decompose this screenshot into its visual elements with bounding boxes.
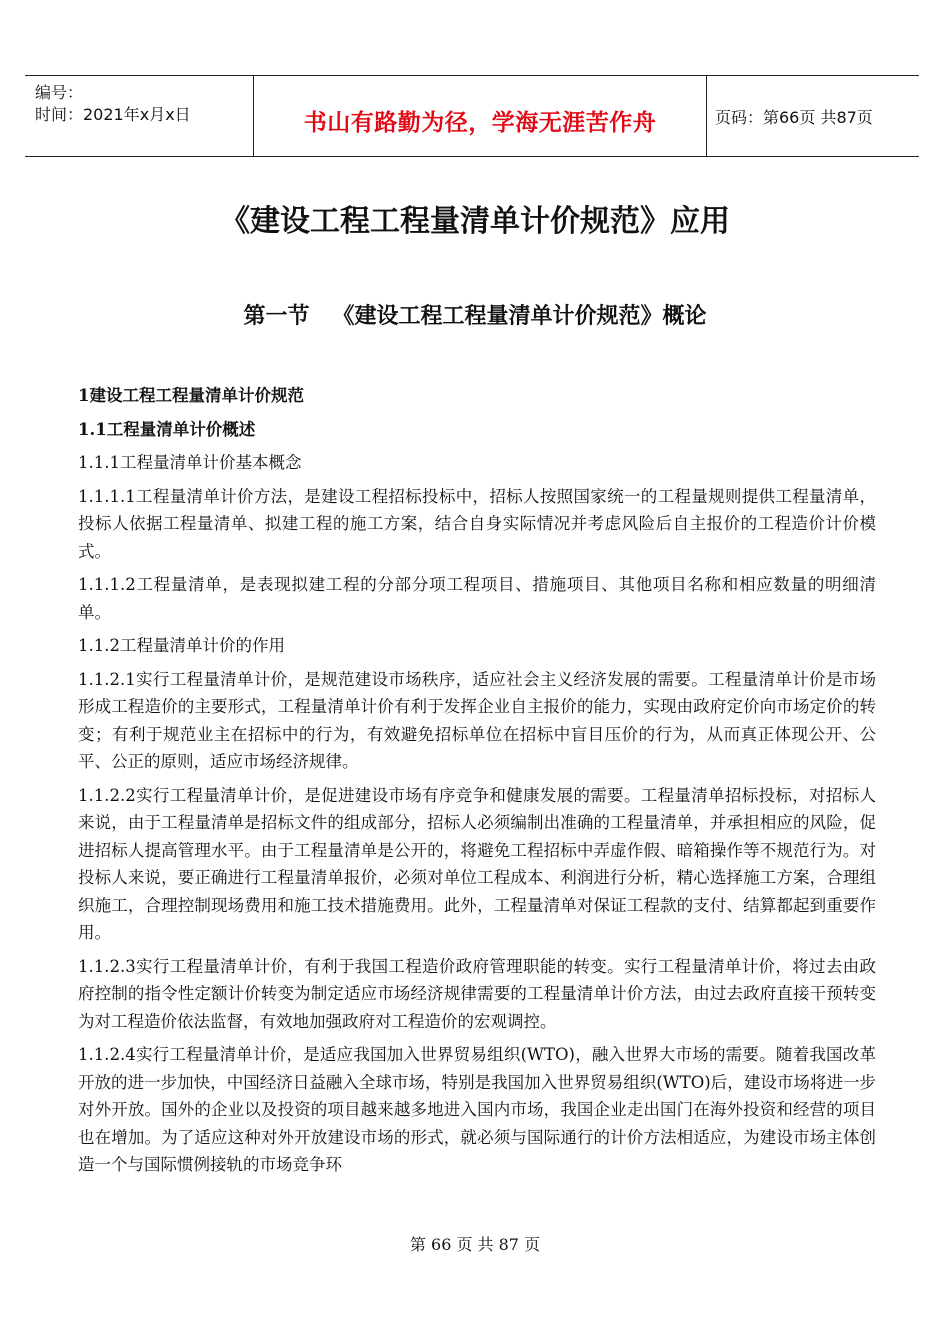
- page-footer: 第 66 页 共 87 页: [409, 1235, 541, 1254]
- paragraph: 1.1.2工程量清单计价的作用: [78, 636, 285, 655]
- document-header: [25, 75, 919, 157]
- section-subtitle: 第一节 《建设工程工程量清单计价规范》概论: [243, 304, 707, 329]
- paragraph: 1.1工程量清单计价概述: [78, 419, 256, 439]
- header-left-cell: [25, 76, 253, 156]
- document-body: [78, 382, 876, 1185]
- paragraph: 1.1.2.1实行工程量清单计价，是规范建设市场秩序，适应社会主义经济发展的需要。工程量清单计价是市场形成工程造价的主要形式，工程量清单计价有利于发挥企业自主报价的能力，实现由政府定价向市场定价的转变；有利于规范业主在招标中的行为，有效避免招标单位在招标中盲目压价的行为，从而真正体现公开、公平、公正的原则，适应市场经济规律。: [78, 669, 876, 771]
- paragraph: 1.1.2.2实行工程量清单计价，是促进建设市场有序竞争和健康发展的需要。工程量清单招标投标，对招标人来说，由于工程量清单是招标文件的组成部分，招标人必须编制出准确的工程量清单，并承担相应的风险，促进招标人提高管理水平。由于工程量清单是公开的，将避免工程招标中弄虚作假、暗箱操作等不规范行为。对投标人来说，要正确进行工程量清单报价，必须对单位工程成本、利润进行分析，精心选择施工方案，合理组织施工，合理控制现场费用和施工技术措施费用。此外，工程量清单对保证工程款的支付、结算都起到重要作用。: [78, 785, 876, 942]
- page-label: 页码：第66页 共87页: [715, 108, 873, 127]
- paragraph: 1.1.2.4实行工程量清单计价，是适应我国加入世界贸易组织(WTO)，融入世界大市场的需要。随着我国改革开放的进一步加快，中国经济日益融入全球市场，特别是我国加入世界贸易组织(WTO)后，建设市场将进一步对外开放。国外的企业以及投资的项目越来越多地进入国内市场，我国企业走出国门在海外投资和经营的项目也在增加。为了适应这种对外开放建设市场的形式，就必须与国际通行的计价方法相适应，为建设市场主体创造一个与国际惯例接轨的市场竞争环: [78, 1045, 876, 1174]
- paragraph: 1.1.1.2工程量清单，是表现拟建工程的分部分项工程项目、措施项目、其他项目名称和相应数量的明细清单。: [78, 575, 876, 622]
- document-title: 《建设工程工程量清单计价规范》应用: [220, 204, 730, 239]
- header-right-cell: [705, 76, 919, 156]
- paragraph: 1.1.1工程量清单计价基本概念: [78, 453, 302, 472]
- number-label: 编号：: [35, 83, 84, 102]
- paragraph: 1建设工程工程量清单计价规范: [78, 386, 304, 405]
- paragraph: 1.1.1.1工程量清单计价方法，是建设工程招标投标中，招标人按照国家统一的工程量规则提供工程量清单，投标人依据工程量清单、拟建工程的施工方案，结合自身实际情况并考虑风险后自主报价的工程造价计价模式。: [78, 486, 876, 561]
- header-middle-cell: [253, 76, 707, 156]
- time-label: 时间：2021年x月x日: [35, 105, 191, 124]
- motto: 书山有路勤为径，学海无涯苦作舟: [303, 110, 657, 136]
- paragraph: 1.1.2.3实行工程量清单计价，有利于我国工程造价政府管理职能的转变。实行工程量清单计价，将过去由政府控制的指令性定额计价转变为制定适应市场经济规律需要的工程量清单计价方法，由过去政府直接干预转变为对工程造价依法监督，有效地加强政府对工程造价的宏观调控。: [78, 956, 876, 1031]
